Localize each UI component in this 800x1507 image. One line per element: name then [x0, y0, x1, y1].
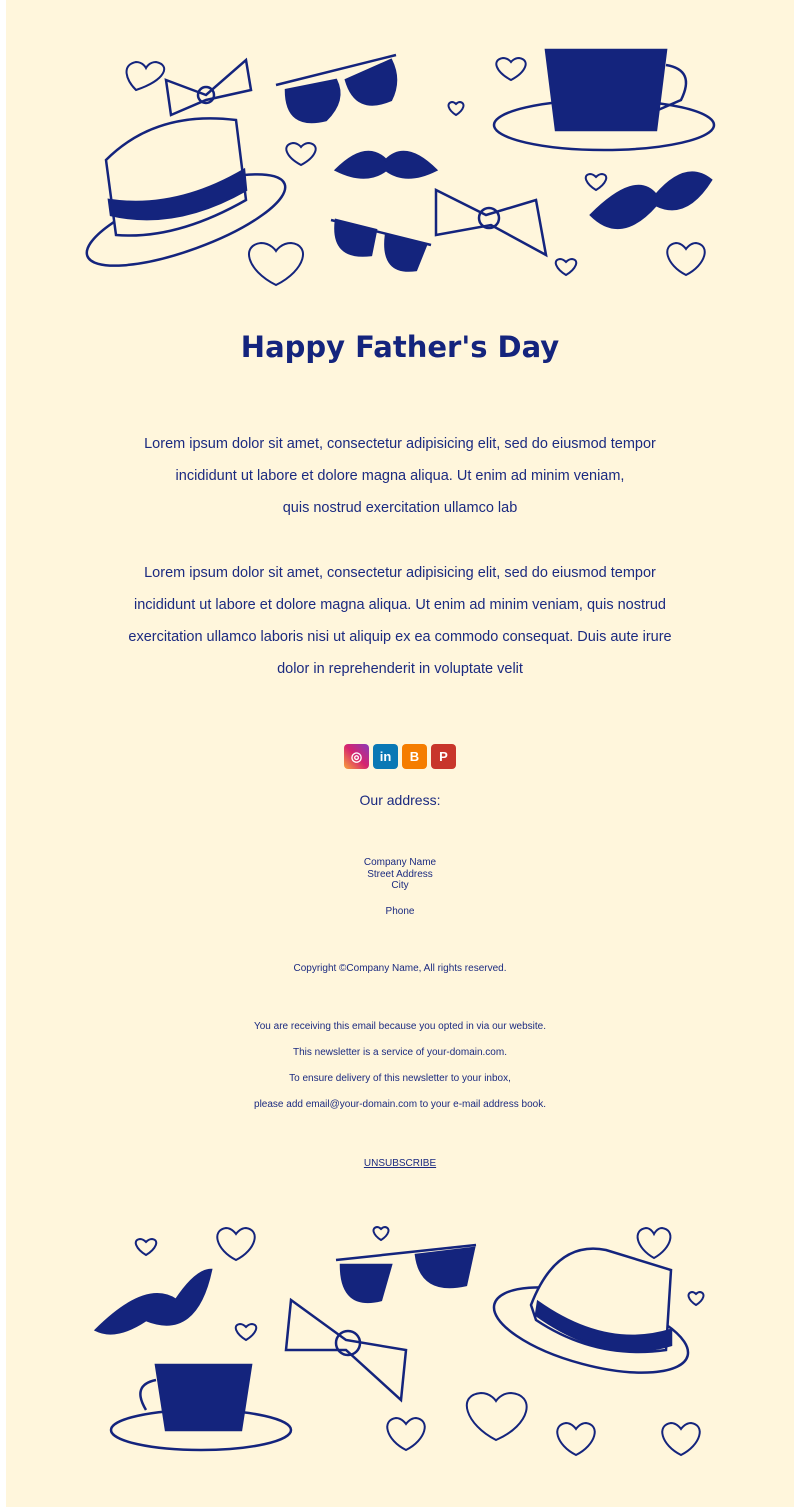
sunglasses-icon [276, 55, 396, 122]
mustache-icon [336, 152, 436, 178]
pinterest-icon[interactable]: P [431, 744, 456, 769]
paragraph-line: incididunt ut labore et dolore magna aliqua. Ut enim ad minim veniam, [175, 468, 625, 484]
unsubscribe-link[interactable]: UNSUBSCRIBE [363, 1158, 437, 1169]
cup-icon [494, 50, 714, 150]
hat-icon [77, 118, 295, 284]
blogger-icon[interactable]: B [402, 744, 427, 769]
footer-line: To ensure delivery of this newsletter to your inbox, [289, 1073, 511, 1084]
bowtie-icon [166, 60, 251, 115]
mustache-icon [591, 173, 711, 228]
footer-line: This newsletter is a service of your-domain.com. [293, 1047, 507, 1058]
phone: Phone [385, 905, 415, 917]
paragraph-line: exercitation ullamco laboris nisi ut aliquip ex ea commodo consequat. Duis aute irure [128, 629, 672, 645]
street-address: Street Address [367, 868, 433, 880]
address-block [0, 857, 800, 917]
footer-notice [0, 1014, 800, 1118]
header-illustration [6, 20, 794, 290]
instagram-icon[interactable]: ◎ [344, 744, 369, 769]
bowtie-icon [436, 190, 546, 255]
bowtie-icon [286, 1300, 406, 1400]
paragraph-line: Lorem ipsum dolor sit amet, consectetur adipisicing elit, sed do eiusmod tempor [144, 436, 656, 452]
city: City [391, 880, 409, 891]
copyright: Copyright ©Company Name, All rights reserved. [293, 963, 507, 974]
footer-line: You are receiving this email because you opted in via our website. [253, 1021, 547, 1032]
page-title: Happy Father's Day [240, 330, 560, 364]
sunglasses-icon [331, 220, 431, 271]
social-links [0, 744, 800, 769]
footer-line: please add email@your-domain.com to your e-mail address book. [254, 1099, 546, 1110]
hat-icon [485, 1249, 696, 1390]
body-paragraph [0, 557, 800, 685]
sunglasses-icon [336, 1245, 476, 1302]
paragraph-line: Lorem ipsum dolor sit amet, consectetur adipisicing elit, sed do eiusmod tempor [144, 565, 656, 581]
footer-illustration [6, 1210, 794, 1470]
company-name: Company Name [363, 857, 437, 868]
mustache-icon [96, 1270, 211, 1333]
address-heading: Our address: [359, 792, 441, 808]
cup-icon [111, 1365, 291, 1450]
paragraph-line: dolor in reprehenderit in voluptate velit [277, 661, 523, 677]
linkedin-icon[interactable]: in [373, 744, 398, 769]
unsubscribe-row [0, 1158, 800, 1170]
paragraph-line: quis nostrud exercitation ullamco lab [282, 500, 518, 516]
intro-paragraph [0, 428, 800, 524]
paragraph-line: incididunt ut labore et dolore magna aliqua. Ut enim ad minim veniam, quis nostrud [134, 597, 666, 613]
